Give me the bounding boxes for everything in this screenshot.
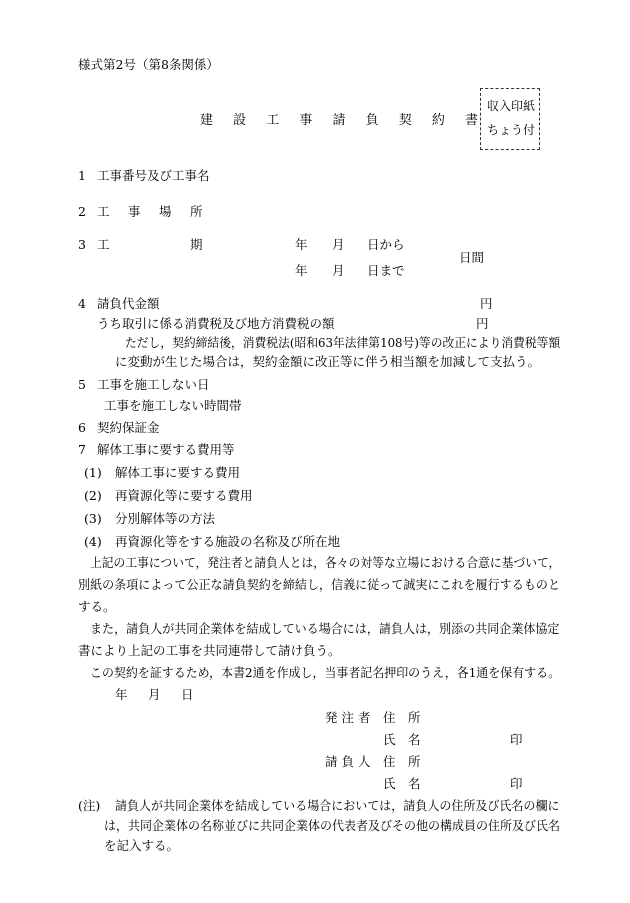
item-2-char-4: 所 xyxy=(190,204,203,219)
item-4-yen: 円 xyxy=(480,296,493,311)
body-para-1-line-2: 別紙の条項によって公正な請負契約を締結し，信義に従って誠実にこれを履行するものと xyxy=(78,577,561,592)
body-para-1-line-1: 上記の工事について，発注者と請負人とは，各々の対等な立場における合意に基づいて， xyxy=(90,555,561,570)
tax-note-line-1: ただし，契約締結後，消費税法(昭和63年法律第108号)等の改正により消費税等額 xyxy=(125,335,561,350)
from-day: 日から xyxy=(367,237,405,252)
to-day: 日まで xyxy=(367,263,405,278)
form-number: 様式第2号（第8条関係） xyxy=(78,57,219,72)
sub-3-label: 分別解体等の方法 xyxy=(115,511,216,526)
note-line-1: 請負人が共同企業体を結成している場合においては，請負人の住所及び氏名の欄に xyxy=(115,798,560,813)
orderer-label: 発 注 者 xyxy=(325,710,371,725)
period-days: 日間 xyxy=(459,250,485,265)
item-1-number: 1 xyxy=(78,168,86,183)
item-3-char-2: 期 xyxy=(190,237,203,252)
sub-2-number: (2) xyxy=(84,488,102,503)
contractor-label: 請 負 人 xyxy=(325,754,371,769)
orderer-address-label: 住 所 xyxy=(383,710,421,725)
contractor-name-label: 氏 名 xyxy=(383,776,421,791)
item-2-char-3: 場 xyxy=(159,204,172,219)
item-2-char-2: 事 xyxy=(128,204,141,219)
item-3-number: 3 xyxy=(78,237,86,252)
stamp-label-1: 収入印紙 xyxy=(486,99,535,113)
body-para-1-line-3: する。 xyxy=(78,599,116,614)
sub-3-number: (3) xyxy=(84,511,102,526)
item-4-number: 4 xyxy=(78,296,86,311)
contractor-seal: 印 xyxy=(510,776,523,791)
item-5-label: 工事を施工しない日 xyxy=(97,377,210,392)
note-line-2: は，共同企業体の名称並びに共同企業体の代表者及びその他の構成員の住所及び氏名 xyxy=(104,818,561,833)
item-7-label: 解体工事に要する費用等 xyxy=(97,442,235,457)
item-1-label: 工事番号及び工事名 xyxy=(97,168,210,183)
to-month: 月 xyxy=(332,263,345,278)
note-label: (注) xyxy=(78,798,101,813)
item-5-sub: 工事を施工しない時間帯 xyxy=(104,398,242,413)
item-2-number: 2 xyxy=(78,204,86,219)
body-para-2-line-1: また，請負人が共同企業体を結成している場合には，請負人は，別添の共同企業体協定 xyxy=(90,621,560,636)
item-6-label: 契約保証金 xyxy=(97,420,160,435)
body-para-3: この契約を証するため，本書2通を作成し，当事者記名押印のうえ，各1通を保有する。 xyxy=(90,665,561,680)
orderer-name-label: 氏 名 xyxy=(383,732,421,747)
tax-note-line-2: に変動が生じた場合は，契約金額に改正等に伴う相当額を加減して支払う。 xyxy=(115,354,541,369)
from-year: 年 xyxy=(295,237,308,252)
revenue-stamp-box xyxy=(480,88,540,150)
item-5-number: 5 xyxy=(78,377,86,392)
item-2-char-1: 工 xyxy=(97,204,110,219)
item-7-number: 7 xyxy=(78,442,86,457)
date-year: 年 xyxy=(115,687,128,702)
item-4-label: 請負代金額 xyxy=(97,296,160,311)
item-3-char-1: 工 xyxy=(97,237,110,252)
from-month: 月 xyxy=(332,237,345,252)
sub-2-label: 再資源化等に要する費用 xyxy=(115,488,253,503)
date-day: 日 xyxy=(181,687,194,702)
document-title: 建 設 工 事 請 負 契 約 書 xyxy=(200,113,487,128)
to-year: 年 xyxy=(295,263,308,278)
orderer-seal: 印 xyxy=(510,732,523,747)
item-6-number: 6 xyxy=(78,420,86,435)
contractor-address-label: 住 所 xyxy=(383,754,421,769)
sub-1-number: (1) xyxy=(84,465,102,480)
date-month: 月 xyxy=(148,687,161,702)
note-line-3: を記入する。 xyxy=(104,838,180,853)
sub-4-label: 再資源化等をする施設の名称及び所在地 xyxy=(115,534,341,549)
sub-1-label: 解体工事に要する費用 xyxy=(115,465,241,480)
body-para-2-line-2: 書により上記の工事を共同連帯して請け負う。 xyxy=(78,643,341,658)
stamp-label-2: ちょう付 xyxy=(486,123,535,137)
tax-amount-label: うち取引に係る消費税及び地方消費税の額 xyxy=(97,316,335,331)
sub-4-number: (4) xyxy=(84,534,102,549)
tax-amount-yen: 円 xyxy=(476,316,489,331)
